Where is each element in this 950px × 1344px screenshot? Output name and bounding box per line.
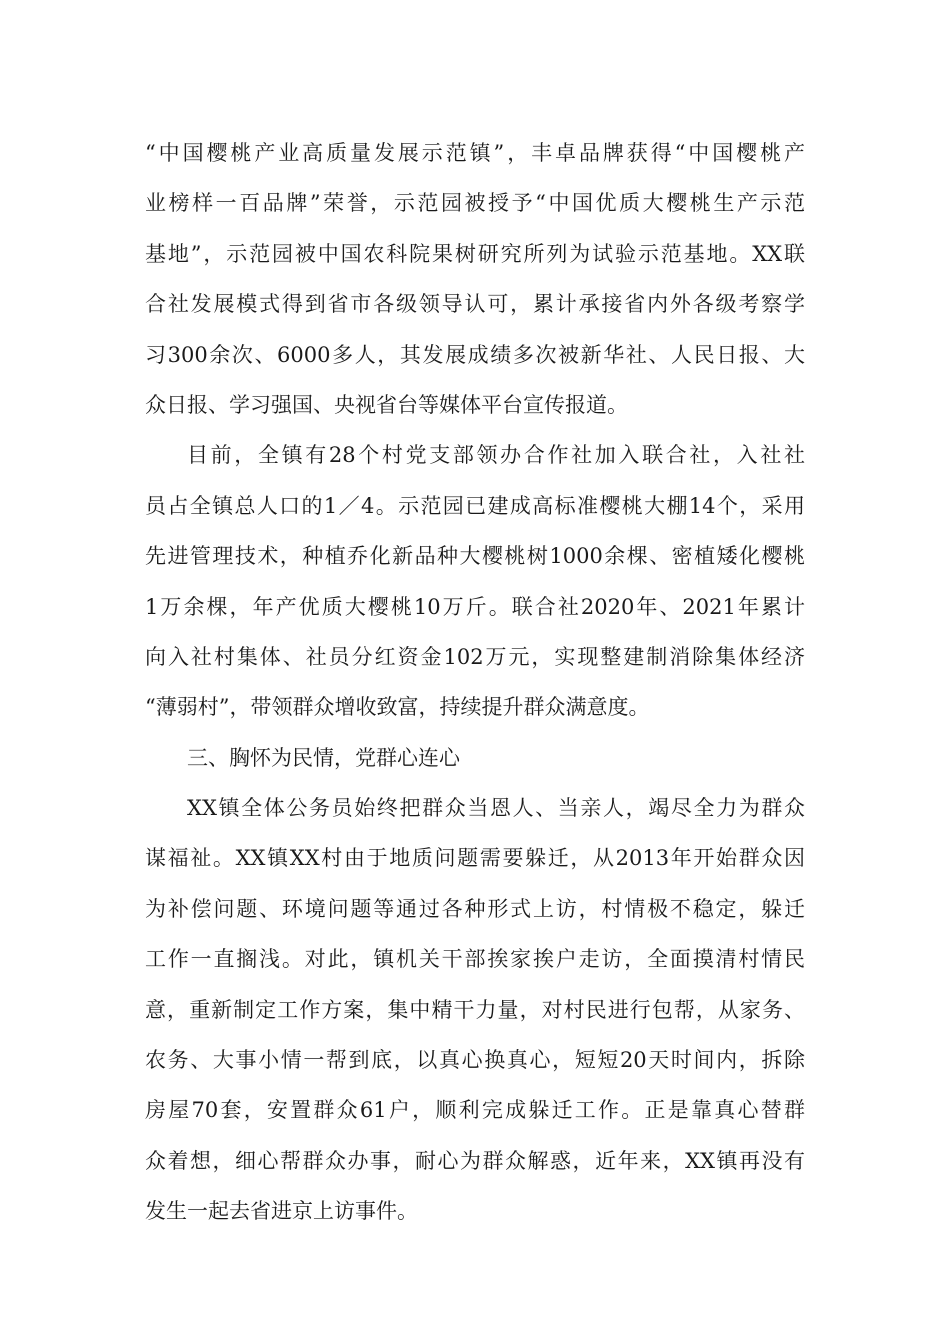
text-line: 向入社村集体、社员分红资金102万元，实现整建制消除集体经济 (145, 644, 805, 669)
text-line: 合社发展模式得到省市各级领导认可，累计承接省内外各级考察学 (145, 292, 805, 317)
text-line: 农务、大事小情一帮到底，以真心换真心，短短20天时间内，拆除 (145, 1048, 805, 1073)
text-line: 众着想，细心帮群众办事，耐心为群众解惑，近年来，XX镇再没有 (145, 1148, 805, 1173)
text-line: 基地”，示范园被中国农科院果树研究所列为试验示范基地。XX联 (145, 241, 805, 266)
text-line: “薄弱村”，带领群众增收致富，持续提升群众满意度。 (145, 695, 650, 720)
text-line: 员占全镇总人口的1／4。示范园已建成高标准樱桃大棚14个，采用 (145, 493, 805, 518)
text-line: 谋福祉。XX镇XX村由于地质问题需要躲迁，从2013年开始群众因 (145, 846, 805, 871)
text-line: 为补偿问题、环境问题等通过各种形式上访，村情极不稳定，躲迁 (145, 896, 805, 921)
text-line: 房屋70套，安置群众61户，顺利完成躲迁工作。正是靠真心替群 (145, 1098, 805, 1123)
text-line: 习300余次、6000多人，其发展成绩多次被新华社、人民日报、大 (145, 342, 805, 367)
text-line: XX镇全体公务员始终把群众当恩人、当亲人，竭尽全力为群众 (187, 796, 805, 821)
text-line: 众日报、学习强国、央视省台等媒体平台宣传报道。 (145, 392, 628, 417)
text-line: 意，重新制定工作方案，集中精干力量，对村民进行包帮，从家务、 (145, 997, 805, 1022)
text-line: 工作一直搁浅。对此，镇机关干部挨家挨户走访，全面摸清村情民 (145, 947, 805, 972)
document-body (145, 128, 805, 1237)
section-heading: 三、胸怀为民情，党群心连心 (187, 745, 460, 770)
text-line: 业榜样一百品牌”荣誉，示范园被授予“中国优质大樱桃生产示范 (145, 191, 805, 216)
text-line: 1万余棵，年产优质大樱桃10万斤。联合社2020年、2021年累计 (145, 594, 805, 619)
paragraph-current-status (145, 430, 805, 732)
text-line: 发生一起去省进京上访事件。 (145, 1199, 418, 1224)
text-line: 目前，全镇有28个村党支部领办合作社加入联合社，入社社 (187, 443, 805, 468)
paragraph-honors (145, 128, 805, 430)
paragraph-relocation (145, 783, 805, 1237)
text-line: “中国樱桃产业高质量发展示范镇”，丰卓品牌获得“中国樱桃产 (145, 141, 805, 165)
text-line: 先进管理技术，种植乔化新品种大樱桃树1000余棵、密植矮化樱桃 (145, 544, 805, 569)
